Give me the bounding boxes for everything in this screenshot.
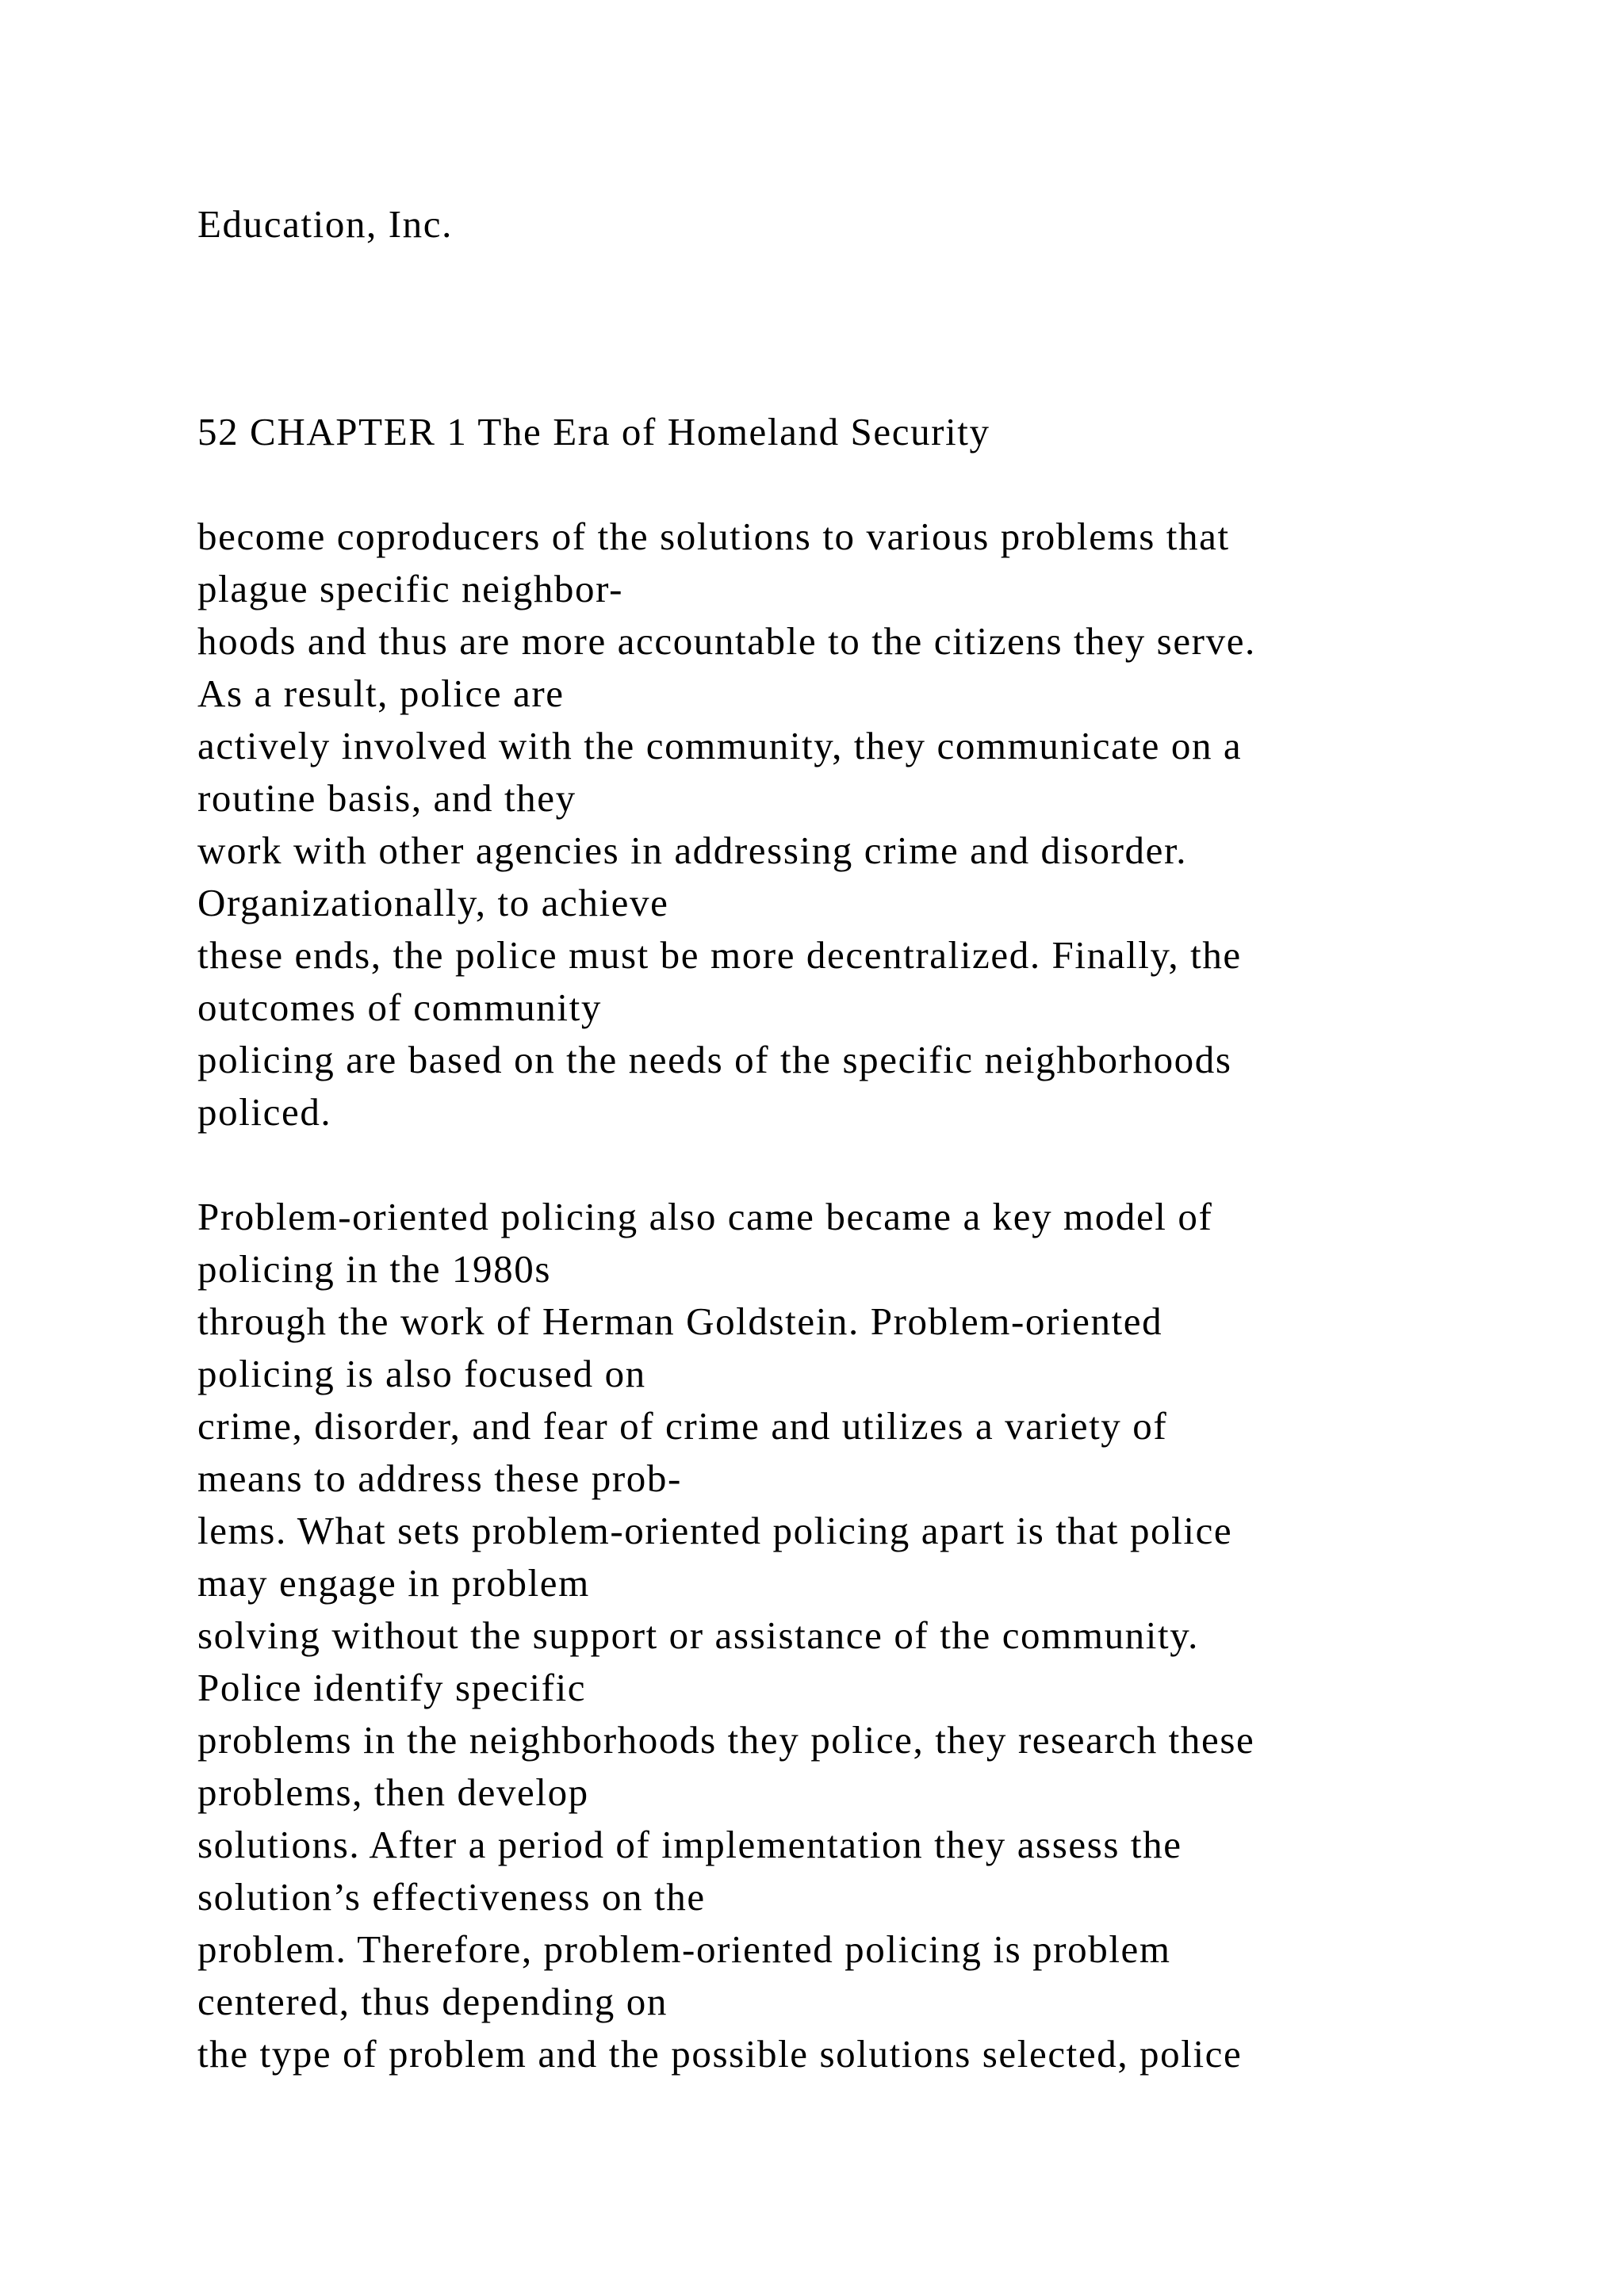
paragraph-line: solution’s effectiveness on the <box>197 1875 706 1919</box>
paragraph-line: routine basis, and they <box>197 776 576 820</box>
running-head: 52 CHAPTER 1 The Era of Homeland Security <box>197 410 990 453</box>
paragraph-line: the type of problem and the possible solutions selected, police <box>197 2032 1243 2076</box>
paragraph-line: centered, thus depending on <box>197 1980 668 2023</box>
paragraph-line: lems. What sets problem-oriented policing apart is that police <box>197 1509 1233 1552</box>
paragraph-line: solutions. After a period of implementation they assess the <box>197 1823 1182 1866</box>
paragraph-line: policing in the 1980s <box>197 1247 551 1291</box>
paragraph-line: As a result, police are <box>197 672 565 715</box>
paragraph-line: become coproducers of the solutions to various problems that <box>197 515 1230 558</box>
header-fragment: Education, Inc. <box>197 202 453 246</box>
paragraph-line: problems, then develop <box>197 1770 589 1814</box>
paragraph-line: Police identify specific <box>197 1666 587 1709</box>
paragraph-line: these ends, the police must be more decentralized. Finally, the <box>197 933 1242 977</box>
paragraph-line: work with other agencies in addressing crime and disorder. <box>197 828 1188 872</box>
paragraph-line: solving without the support or assistance of the community. <box>197 1613 1199 1657</box>
paragraph-line: Problem-oriented policing also came became a key model of <box>197 1195 1213 1238</box>
paragraph-line: hoods and thus are more accountable to the citizens they serve. <box>197 619 1256 663</box>
paragraph-line: plague specific neighbor- <box>197 567 623 610</box>
paragraph-line: policing are based on the needs of the specific neighborhoods <box>197 1038 1232 1081</box>
paragraph-line: policing is also focused on <box>197 1352 646 1395</box>
paragraph-line: may engage in problem <box>197 1561 590 1605</box>
paragraph-line: problems in the neighborhoods they police, they research these <box>197 1718 1255 1762</box>
paragraph-line: through the work of Herman Goldstein. Problem-oriented <box>197 1299 1163 1343</box>
paragraph-line: policed. <box>197 1090 332 1134</box>
paragraph-line: problem. Therefore, problem-oriented policing is problem <box>197 1927 1171 1971</box>
paragraph-line: crime, disorder, and fear of crime and utilizes a variety of <box>197 1404 1168 1448</box>
paragraph-line: outcomes of community <box>197 985 602 1029</box>
paragraph-line: actively involved with the community, they communicate on a <box>197 724 1243 767</box>
paragraph-line: means to address these prob- <box>197 1456 682 1500</box>
paragraph-line: Organizationally, to achieve <box>197 881 669 924</box>
